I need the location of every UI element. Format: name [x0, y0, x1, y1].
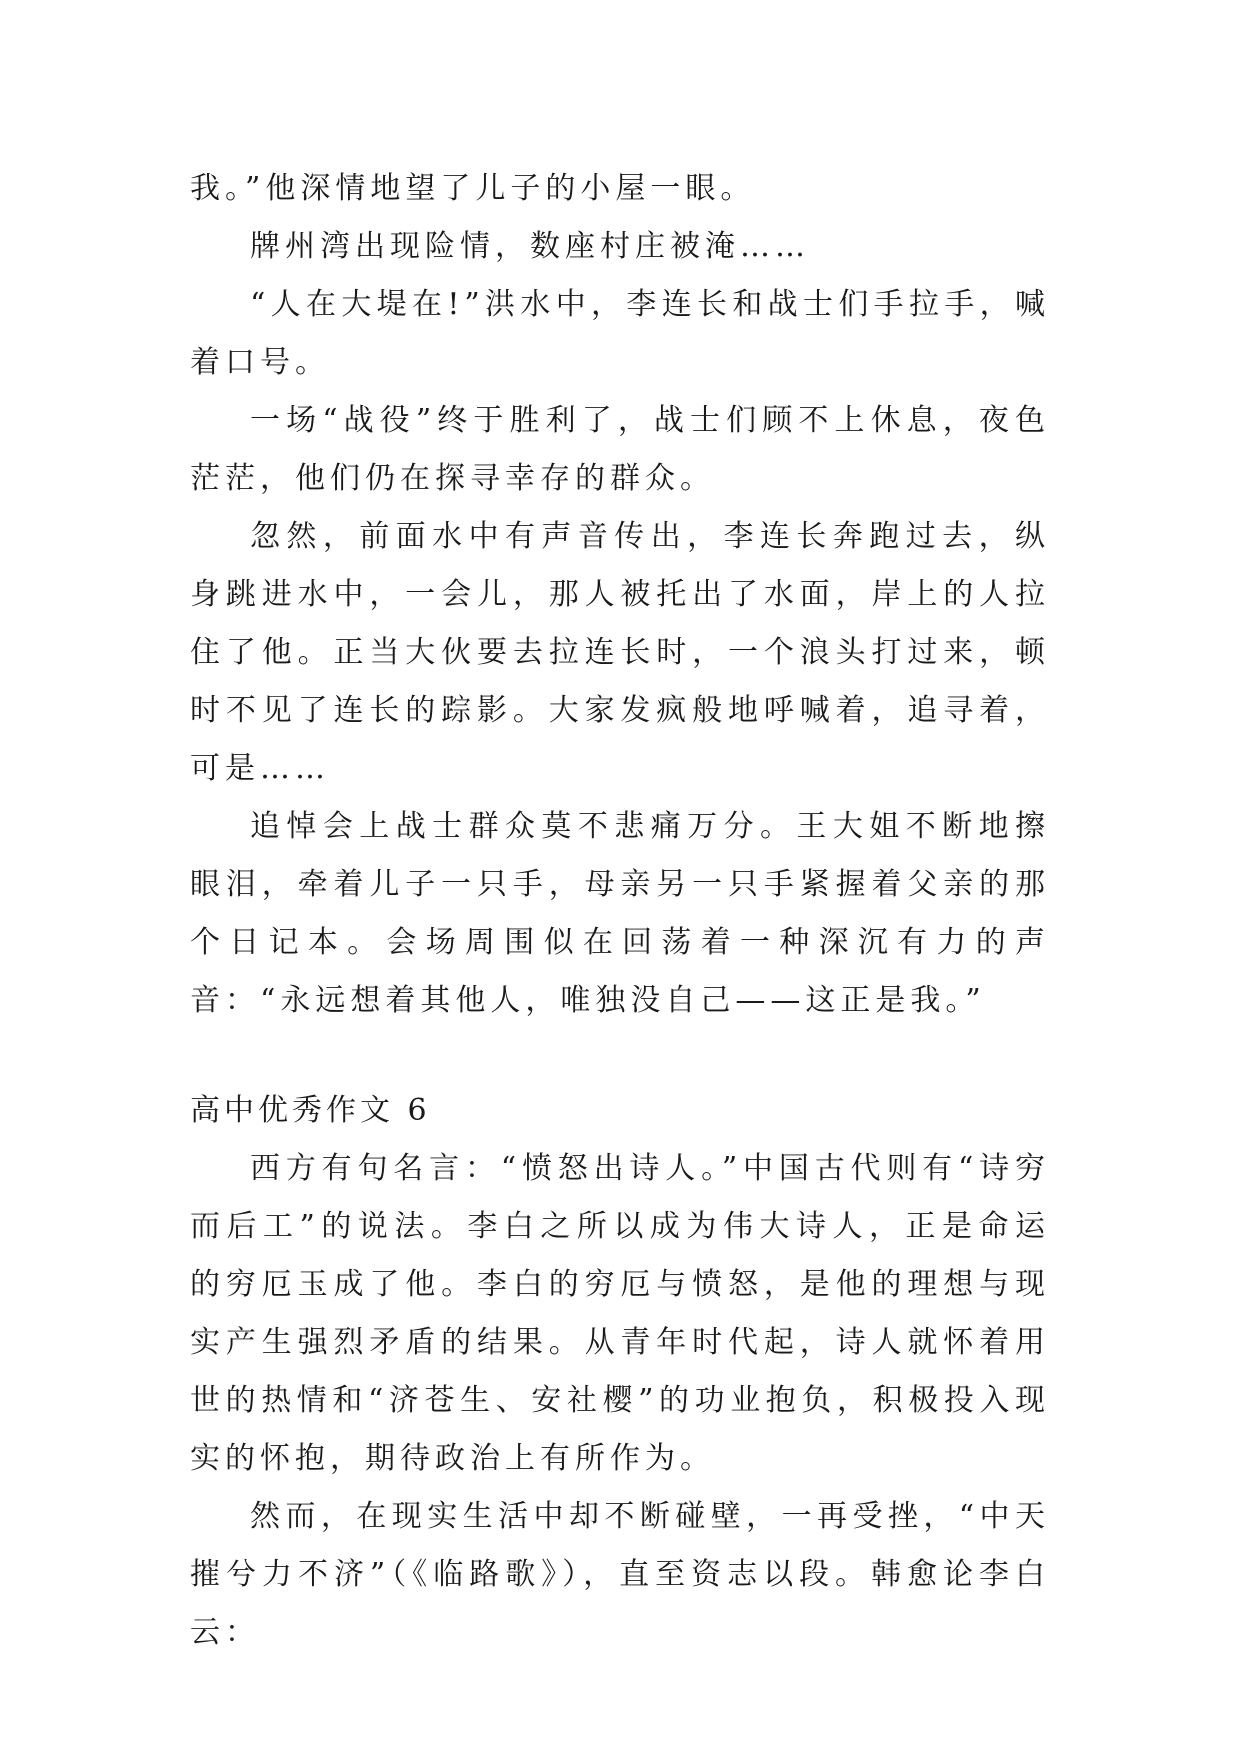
paragraph: 忽然，前面水中有声音传出，李连长奔跑过去，纵身跳进水中，一会儿，那人被托出了水面，岸上的人拉住了他。正当大伙要去拉连长时，一个浪头打过来，顿时不见了连长的踪影。大家发疯般地呼喊着，追寻着，可是……: [190, 519, 1050, 786]
paragraph: 西方有句名言：“愤怒出诗人。”中国古代则有“诗穷而后工”的说法。李白之所以成为伟大诗人，正是命运的穷厄玉成了他。李白的穷厄与愤怒，是他的理想与现实产生强烈矛盾的结果。从青年时代起，诗人就怀着用世的热情和“济苍生、安社樱”的功业抱负，积极投入现实的怀抱，期待政治上有所作为。: [190, 1151, 1050, 1476]
paragraph: 追悼会上战士群众莫不悲痛万分。王大姐不断地擦眼泪，牵着儿子一只手，母亲另一只手紧握着父亲的那个日记本。会场周围似在回荡着一种深沉有力的声音：“永远想着其他人，唯独没自己——这正是我。”: [190, 809, 1050, 1018]
section-heading: 高中优秀作文 6: [190, 1093, 431, 1128]
paragraph: 然而，在现实生活中却不断碰壁，一再受挫，“中天摧兮力不济”（《临路歌》），直至资志以段。韩愈论李白云：: [190, 1499, 1050, 1650]
paragraph: “人在大堤在!”洪水中，李连长和战士们手拉手，喊着口号。: [190, 287, 1050, 380]
document-body: [190, 160, 1050, 1662]
paragraph: 牌州湾出现险情，数座村庄被淹……: [250, 229, 810, 264]
paragraph: 我。”他深情地望了儿子的小屋一眼。: [190, 171, 756, 206]
paragraph: 一场“战役”终于胜利了，战士们顾不上休息，夜色茫茫，他们仍在探寻幸存的群众。: [190, 403, 1050, 496]
